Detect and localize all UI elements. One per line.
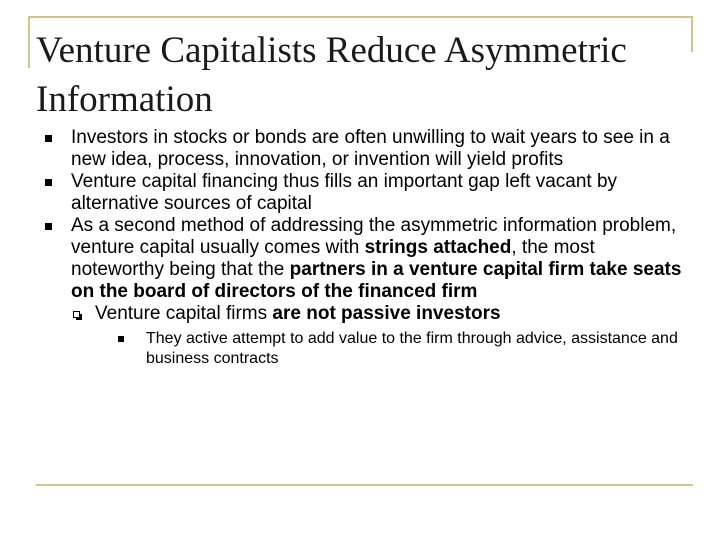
sub-bullet-bold-text: are not passive investors <box>272 303 501 324</box>
square-bullet-icon <box>45 135 52 142</box>
bullet-text: , the most noteworthy being that the <box>71 237 595 280</box>
frame-line-top <box>28 16 693 18</box>
sub-bullet-item <box>71 303 684 369</box>
sub-sub-bullet-text: They active attempt to add value to the firm through advice, assistance and business contracts <box>146 330 678 367</box>
sub-list <box>71 303 684 369</box>
bullet-item-3 <box>44 215 684 369</box>
slide-title: Venture Capitalists Reduce Asymmetric Information <box>36 30 627 120</box>
bullet-bold-text: partners in a venture capital firm take seats on the board of directors of the financed firm <box>71 259 682 302</box>
frame-line-bottom <box>36 484 693 486</box>
square-bullet-icon <box>118 336 124 342</box>
bullet-item-1 <box>44 127 684 171</box>
sub-sub-bullet-item <box>115 329 684 369</box>
frame-line-right <box>691 16 693 52</box>
bullet-text: Investors in stocks or bonds are often unwilling to wait years to see in a new idea, process, innovation, or invention will yield profits <box>71 127 670 170</box>
bullet-text: As a second method of addressing the asymmetric information problem, venture capital usually comes with <box>71 215 677 258</box>
shadow-box-bullet-icon <box>73 311 80 318</box>
bullet-text: Venture capital financing thus fills an important gap left vacant by alternative sources of capital <box>71 171 618 214</box>
square-bullet-icon <box>45 223 52 230</box>
square-bullet-icon <box>45 179 52 186</box>
sub-bullet-text: Venture capital firms <box>95 303 273 324</box>
bullet-bold-text: strings attached <box>364 237 512 258</box>
frame-line-left <box>28 16 30 68</box>
sub-sub-list <box>95 329 684 369</box>
bullet-item-2 <box>44 171 684 215</box>
bullet-list <box>44 127 684 369</box>
